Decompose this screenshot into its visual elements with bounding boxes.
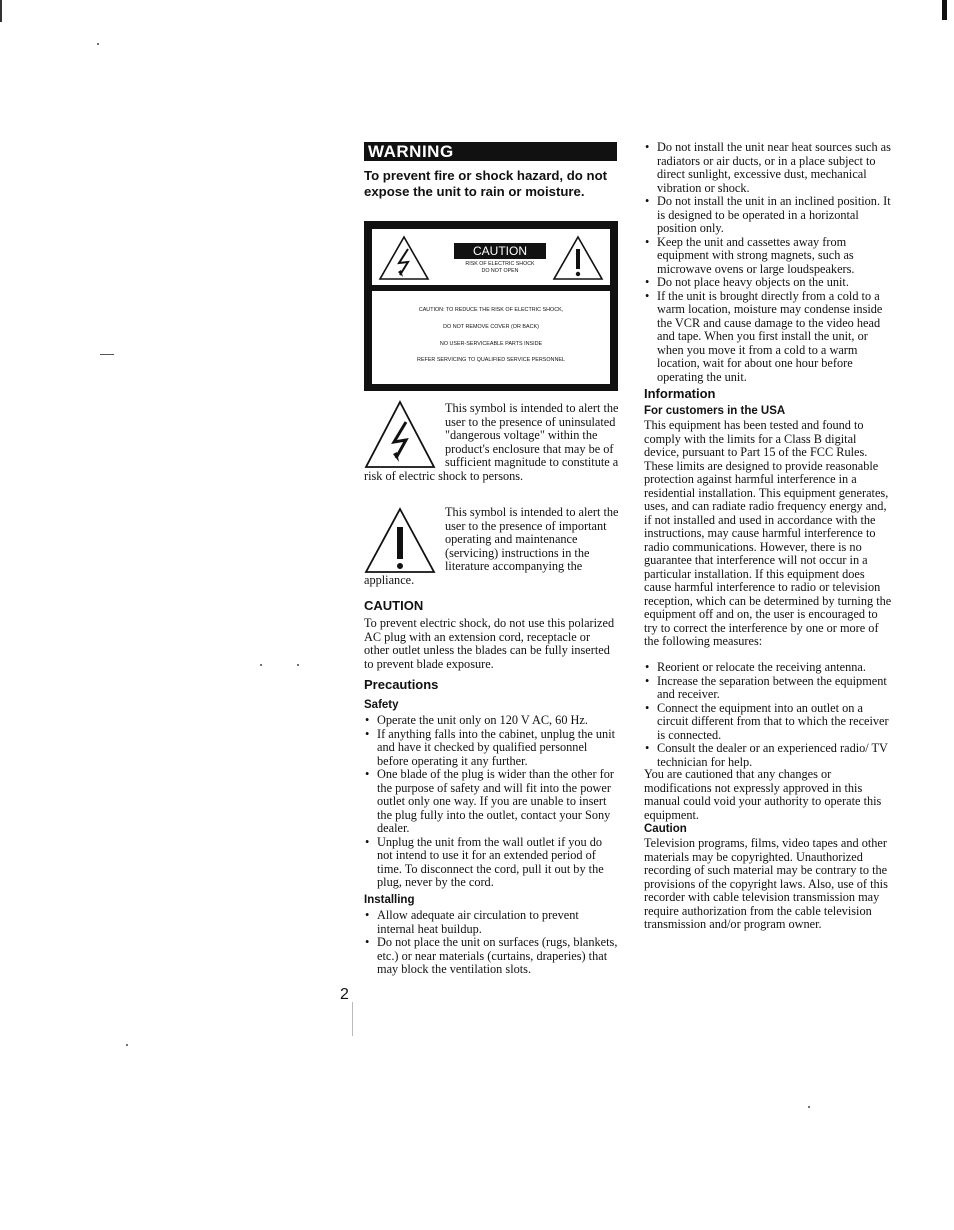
safety-heading: Safety bbox=[364, 699, 399, 711]
caution-label-line: DO NOT REMOVE COVER (OR BACK) bbox=[443, 324, 539, 330]
scan-line bbox=[352, 1002, 353, 1036]
list-item: • Keep the unit and cassettes away from equipment with strong magnets, such as microwave ovens or large loudspeakers. bbox=[644, 236, 896, 277]
caution-label-top bbox=[372, 229, 610, 285]
caution-label-line: CAUTION: TO REDUCE THE RISK OF ELECTRIC SHOCK, bbox=[418, 307, 564, 313]
precautions-heading: Precautions bbox=[364, 677, 439, 692]
caution-sub-line: RISK OF ELECTRIC SHOCK bbox=[465, 261, 535, 267]
info-caution-heading: Caution bbox=[644, 823, 687, 835]
list-item: • Do not install the unit in an inclined position. It is designed to be operated in a horizontal position only. bbox=[644, 195, 896, 236]
scan-speck bbox=[126, 1044, 128, 1046]
scan-speck bbox=[97, 43, 99, 45]
info-caution-text: Television programs, films, video tapes and other materials may be copyrighted. Unauthorized recording of such material may be contrary to the provisions of the copyright laws. Also, use of this recorder with cable television transmission may require authorization from the cable television transmission and/or program owner. bbox=[644, 836, 888, 931]
safety-list bbox=[364, 714, 618, 890]
list-item: • If anything falls into the cabinet, unplug the unit and have it checked by qualified personnel before operating it any further. bbox=[364, 728, 618, 769]
scan-speck bbox=[100, 354, 114, 355]
list-item: • Increase the separation between the equipment and receiver. bbox=[644, 675, 896, 702]
installing-list-left bbox=[364, 909, 618, 977]
scan-speck bbox=[297, 664, 299, 666]
caution-label-sub bbox=[454, 261, 546, 274]
list-item: • Connect the equipment into an outlet on a circuit different from that to which the receiver is connected. bbox=[644, 702, 896, 743]
installing-list-right bbox=[644, 141, 896, 384]
list-item: • Do not place the unit on surfaces (rugs, blankets, etc.) or near materials (curtains, draperies) that may block the ventilation slots. bbox=[364, 936, 618, 977]
warning-banner: WARNING bbox=[364, 142, 617, 161]
scan-edge-mark bbox=[0, 0, 2, 22]
measures-list bbox=[644, 661, 896, 769]
caution-heading: CAUTION bbox=[364, 598, 424, 613]
caution-sub-line: DO NOT OPEN bbox=[481, 267, 519, 274]
list-item: • Allow adequate air circulation to prevent internal heat buildup. bbox=[364, 909, 618, 936]
scan-edge-mark bbox=[942, 0, 947, 20]
lightning-triangle-icon bbox=[378, 235, 430, 281]
caution-text: To prevent electric shock, do not use this polarized AC plug with an extension cord, receptacle or other outlet unless the blades can be fully inserted to prevent blade exposure. bbox=[364, 616, 615, 671]
float-spacer bbox=[364, 506, 445, 572]
caution-label-box bbox=[364, 221, 618, 391]
list-item: • One blade of the plug is wider than the other for the purpose of safety and will fit into the power outlet only one way. If you are unable to insert the plug fully into the outlet, contact your Sony dealer. bbox=[364, 768, 618, 836]
scan-speck bbox=[260, 664, 262, 666]
usa-text: This equipment has been tested and found to comply with the limits for a Class B digital device, pursuant to Part 15 of the FCC Rules. These limits are designed to provide reasonable protection against harmful interference in a residential installation. This equipment generates, uses, and can radiate radio frequency energy and, if not installed and used in accordance with the instructions, may cause harmful interference to radio communications. However, there is no guarantee that interference will not occur in a particular installation. If this equipment does cause harmful interference to radio or television reception, which can be determined by turning the equipment off and on, the user is encouraged to try to correct the interference by one or more of the following measures: bbox=[644, 418, 892, 648]
caution-label: CAUTION bbox=[454, 243, 546, 259]
caution-label-line: REFER SERVICING TO QUALIFIED SERVICE PERSONNEL bbox=[417, 357, 565, 363]
voltage-symbol-description: This symbol is intended to alert the user to the presence of uninsulated "dangerous voltage" within the product's enclosure that may be of sufficient magnitude to constitute a risk of electric shock to persons. bbox=[364, 401, 619, 483]
list-item: • Reorient or relocate the receiving antenna. bbox=[644, 661, 896, 675]
list-item: • Operate the unit only on 120 V AC, 60 Hz. bbox=[364, 714, 618, 728]
list-item: • If the unit is brought directly from a cold to a warm location, moisture may condense inside the VCR and cause damage to the video head and tape. When you first install the unit, or when you move it from a cold to a warm location, wait for about one hour before operating the unit. bbox=[644, 290, 896, 385]
scan-speck bbox=[808, 1106, 810, 1108]
float-spacer bbox=[364, 402, 445, 468]
instruction-symbol-description: This symbol is intended to alert the user to the presence of important operating and maintenance (servicing) instructions in the literature accompanying the appliance. bbox=[364, 505, 619, 587]
list-item: • Unplug the unit from the wall outlet if you do not intend to use it for an extended period of time. To disconnect the cord, pull it out by the plug, never by the cord. bbox=[364, 836, 618, 890]
usa-heading: For customers in the USA bbox=[644, 405, 786, 417]
list-item: • Consult the dealer or an experienced radio/ TV technician for help. bbox=[644, 742, 896, 769]
information-heading: Information bbox=[644, 386, 716, 401]
voltage-symbol-text bbox=[364, 402, 620, 483]
caution-label-line: NO USER-SERVICEABLE PARTS INSIDE bbox=[439, 341, 543, 347]
page-number: 2 bbox=[340, 986, 349, 1003]
instruction-symbol-text bbox=[364, 506, 620, 587]
warning-headline: To prevent fire or shock hazard, do not expose the unit to rain or moisture. bbox=[364, 168, 608, 199]
exclamation-triangle-icon bbox=[552, 235, 604, 281]
caution-label-bottom bbox=[372, 291, 610, 384]
installing-heading: Installing bbox=[364, 894, 415, 906]
cautioned-text: You are cautioned that any changes or modifications not expressly approved in this manual could void your authority to operate this equipment. bbox=[644, 767, 882, 822]
list-item: • Do not place heavy objects on the unit. bbox=[644, 276, 896, 290]
list-item: • Do not install the unit near heat sources such as radiators or air ducts, or in a place subject to direct sunlight, excessive dust, mechanical vibration or shock. bbox=[644, 141, 896, 195]
